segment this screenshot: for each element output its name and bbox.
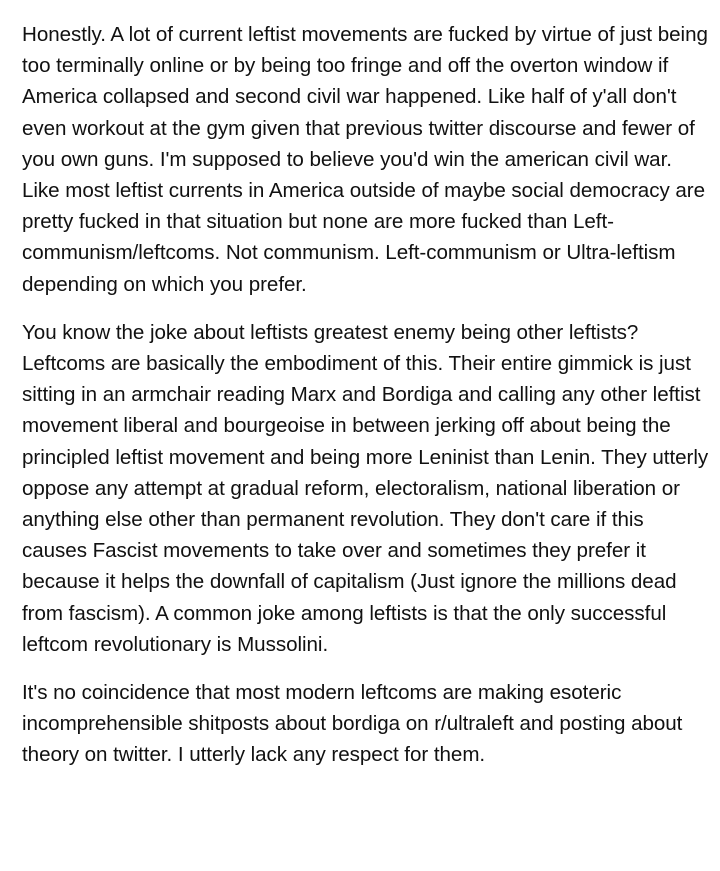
post-paragraph-3: It's no coincidence that most modern leftcoms are making esoteric incomprehensible shitposts about bordiga on r/ultraleft and posting about theory on twitter. I utterly lack any respect for them. — [22, 681, 683, 767]
post-paragraph-1: Honestly. A lot of current leftist movements are fucked by virtue of just being too terminally online or by being too fringe and off the overton window if America collapsed and second civil war happened. Like half of y'all don't even workout at the gym given that previous twitter discourse and fewer of you own guns. I'm supposed to believe you'd win the american civil war. Like most leftist currents in America outside of maybe social democracy are pretty fucked in that situation but none are more fucked than Left-communism/leftcoms. Not communism. Left-communism or Ultra-leftism depending on which you prefer. — [22, 23, 708, 296]
post-body — [22, 19, 710, 771]
post-paragraph-2: You know the joke about leftists greatest enemy being other leftists? Leftcoms are basically the embodiment of this. Their entire gimmick is just sitting in an armchair reading Marx and Bordiga and calling any other leftist movement liberal and bourgeoise in between jerking off about being the principled leftist movement and being more Leninist than Lenin. They utterly oppose any attempt at gradual reform, electoralism, national liberation or anything else other than permanent revolution. They don't care if this causes Fascist movements to take over and sometimes they prefer it because it helps the downfall of capitalism (Just ignore the millions dead from fascism). A common joke among leftists is that the only successful leftcom revolutionary is Mussolini. — [22, 320, 709, 656]
